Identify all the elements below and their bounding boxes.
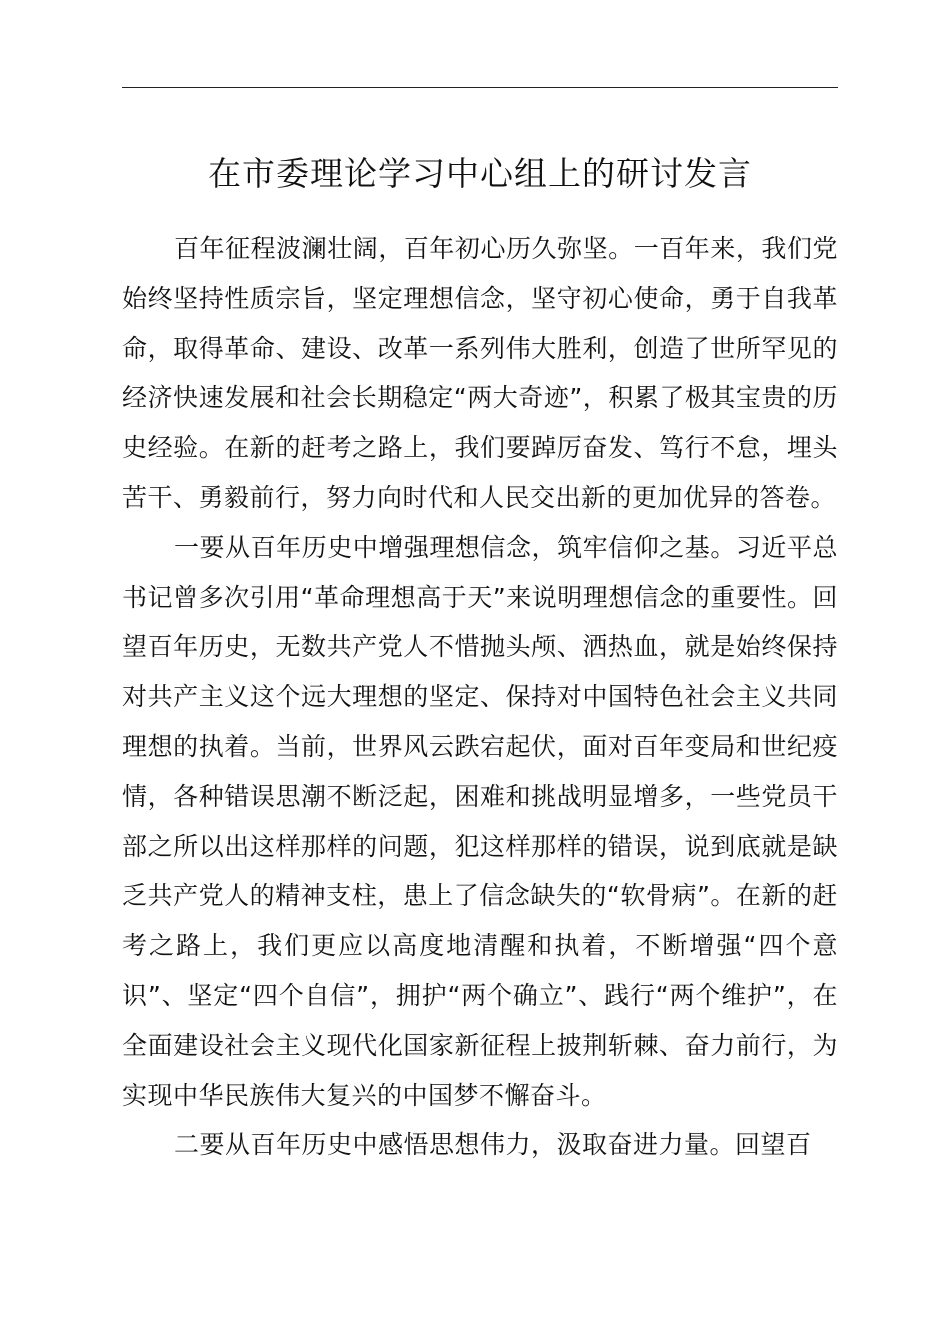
document-body: [122, 224, 838, 1170]
header-rule: [122, 87, 838, 88]
paragraph-intro: 百年征程波澜壮阔，百年初心历久弥坚。一百年来，我们党始终坚持性质宗旨，坚定理想信念，坚守初心使命，勇于自我革命，取得革命、建设、改革一系列伟大胜利，创造了世所罕见的经济快速发展和社会长期稳定“两大奇迹”，积累了极其宝贵的历史经验。在新的赶考之路上，我们要踔厉奋发、笃行不怠，埋头苦干、勇毅前行，努力向时代和人民交出新的更加优异的答卷。: [122, 234, 838, 512]
paragraph-point-one: 一要从百年历史中增强理想信念，筑牢信仰之基。习近平总书记曾多次引用“革命理想高于天”来说明理想信念的重要性。回望百年历史，无数共产党人不惜抛头颅、洒热血，就是始终保持对共产主义这个远大理想的坚定、保持对中国特色社会主义共同理想的执着。当前，世界风云跌宕起伏，面对百年变局和世纪疫情，各种错误思潮不断泛起，困难和挑战明显增多，一些党员干部之所以出这样那样的问题，犯这样那样的错误，说到底就是缺乏共产党人的精神支柱，患上了信念缺失的“软骨病”。在新的赶考之路上，我们更应以高度地清醒和执着，不断增强“四个意识”、坚定“四个自信”，拥护“两个确立”、践行“两个维护”，在全面建设社会主义现代化国家新征程上披荆斩棘、奋力前行，为实现中华民族伟大复兴的中国梦不懈奋斗。: [122, 532, 838, 1110]
paragraph-point-two: 二要从百年历史中感悟思想伟力，汲取奋进力量。回望百: [174, 1130, 812, 1160]
document-title: 在市委理论学习中心组上的研讨发言: [208, 154, 752, 193]
